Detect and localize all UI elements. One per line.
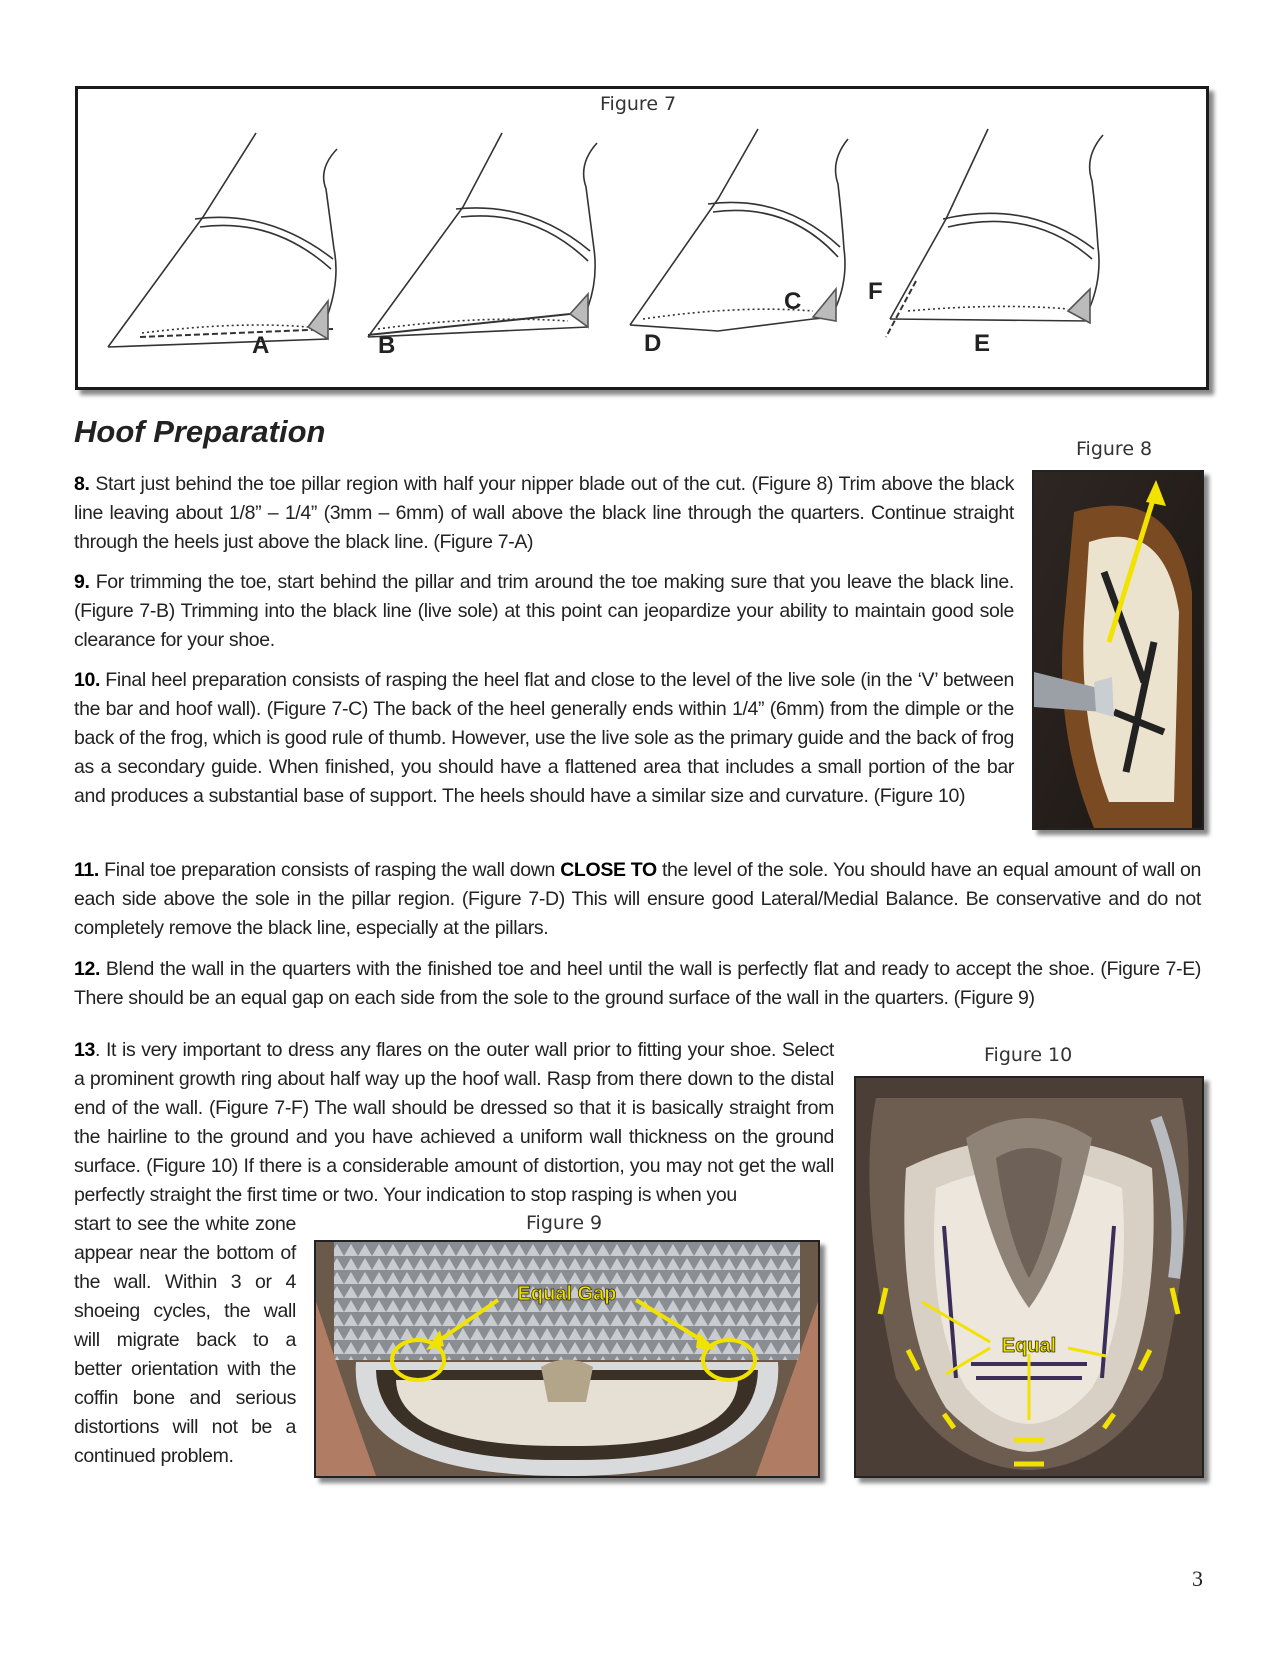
figure-10-photo <box>854 1076 1204 1478</box>
hoof-diagram-cd <box>630 129 848 331</box>
paragraph-step-13-continued <box>74 1210 296 1471</box>
step-number: 11. <box>74 859 99 881</box>
page-number: 3 <box>1192 1566 1203 1591</box>
figure-10-caption: Figure 10 <box>984 1044 1073 1066</box>
paragraph-step-11 <box>74 856 1201 943</box>
hoof-nipper-photo <box>1034 472 1202 828</box>
paragraph-step-9 <box>74 568 1014 655</box>
figure-7-caption: Figure 7 <box>600 93 677 115</box>
figure-7-label-d: D <box>644 330 662 357</box>
figure-7-diagram <box>78 89 1206 387</box>
paragraph-step-12 <box>74 955 1201 1013</box>
step-text: . It is very important to dress any flares on the outer wall prior to fitting your shoe. Select a prominent growth ring about half way up the hoof wall. Rasp from there down to the distal end of the wall. (Figure 7-F) The wall should be dressed so that it is basically straight from the hairline to the ground and you have achieved a uniform wall thickness on the ground surface. (Figure 10) If there is a considerable amount of distortion, you may not get the wall perfectly straight the first time or two. Your indication to stop rasping is when you <box>74 1039 834 1206</box>
step-text: Start just behind the toe pillar region with half your nipper blade out of the cut. (Figure 8) Trim above the black line leaving about 1/8” – 1/4” (3mm – 6mm) of wall above the black line through the quarters. Continue straight through the heels just above the black line. (Figure 7-A) <box>74 473 1014 553</box>
step-number: 10. <box>74 669 101 691</box>
step-text: Blend the wall in the quarters with the finished toe and heel until the wall is perfectly flat and ready to accept the shoe. (Figure 7-E) There should be an equal gap on each side from the sole to the ground surface of the wall in the quarters. (Figure 9) <box>74 958 1201 1009</box>
figure-9-photo <box>314 1240 820 1478</box>
paragraph-step-10 <box>74 666 1014 811</box>
figure-8-photo <box>1032 470 1204 830</box>
step-text: start to see the white zone appear near the bottom of the wall. Within 3 or 4 shoeing cycles, the wall will migrate back to a better orientation with the coffin bone and serious distortions will not be a continued problem. <box>74 1213 296 1467</box>
paragraph-step-13 <box>74 1036 834 1210</box>
figure-7-label-b: B <box>378 332 396 359</box>
hoof-sole-photo <box>856 1078 1202 1476</box>
paragraph-step-8 <box>74 470 1014 557</box>
figure-7-label-a: A <box>252 332 270 359</box>
step-number: 9. <box>74 571 90 593</box>
step-text: Final heel preparation consists of rasping the heel flat and close to the level of the live sole (in the ‘V’ between the bar and hoof wall). (Figure 7-C) The back of the heel generally ends within 1/4” (6mm) from the dimple or the back of the frog, which is good rule of thumb. However, use the live sole as the primary guide and the back of frog as a secondary guide. When finished, you should have a flattened area that includes a small portion of the bar and produces a substantial base of support. The heels should have a similar size and curvature. (Figure 10) <box>74 669 1014 807</box>
figure-9-caption: Figure 9 <box>526 1212 603 1234</box>
figure-8-caption: Figure 8 <box>1076 438 1153 460</box>
rasp-gap-photo <box>316 1242 818 1476</box>
step-text: the level of the sole. You should have an equal amount of wall on each side above the sole in the pillar region. (Figure 7-D) This will ensure good Lateral/Medial Balance. Be conservative and do not completely remove the black line, especially at the pillars. <box>74 859 1202 939</box>
step-text: Final toe preparation consists of rasping the wall down <box>98 859 561 881</box>
emphasis-text: CLOSE TO <box>560 859 657 881</box>
equal-gap-label: Equal Gap <box>517 1283 617 1305</box>
hoof-diagram-a <box>108 133 337 347</box>
figure-7-label-c: C <box>784 288 802 315</box>
section-title: Hoof Preparation <box>74 414 326 449</box>
figure-7-label-e: E <box>974 330 991 357</box>
figure-7-label-f: F <box>868 278 883 305</box>
figure-7-frame <box>75 86 1209 390</box>
hoof-diagram-ef <box>886 129 1103 337</box>
step-number: 13 <box>74 1039 95 1061</box>
equal-label: Equal <box>1001 1335 1057 1357</box>
step-number: 8. <box>74 473 90 495</box>
step-text: For trimming the toe, start behind the pillar and trim around the toe making sure that you leave the black line. (Figure 7-B) Trimming into the black line (live sole) at this point can jeopardize your ability to maintain good sole clearance for your shoe. <box>74 571 1014 651</box>
hoof-diagram-b <box>368 133 597 337</box>
step-number: 12. <box>74 958 101 980</box>
